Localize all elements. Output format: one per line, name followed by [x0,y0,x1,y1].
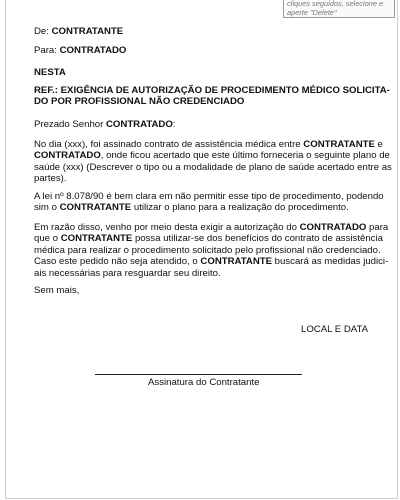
reference-line-1: REF.: EXIGÊNCIA DE AUTORIZAÇÃO DE PROCEDIMENTO MÉDICO SOLICITA- [34,85,390,96]
text-run: buscará as medidas judici- [272,256,389,268]
paragraph-1-line-2 [34,150,390,162]
paragraph-1-line-3: saúde (xxx) (Descrever o tipo ou a modalidade de plano de saúde acertado entre as [34,161,392,173]
paragraph-3-line-5: ais necessárias para resguardar seu direito. [34,267,221,279]
reference-block [34,85,390,108]
instruction-tooltip [283,0,395,18]
paragraph-3-line-1 [34,222,389,233]
paragraph-2 [34,191,384,214]
text-run: , onde ficou acertado que este último forneceria o seguinte plano de [100,150,390,162]
party-name: CONTRATADO [299,222,367,233]
sender-value: CONTRATANTE [51,26,124,37]
text-run: e [374,139,383,150]
reference-line-2: DO POR PROFISSIONAL NÃO CREDENCIADO [34,96,245,108]
text-run: Em razão disso, venho por meio desta exigir a autorização do [34,222,300,233]
paragraph-3-line-3: médica para realizar o procedimento solicitado pelo profissional não credenciado. [34,244,381,256]
paragraph-1-line-4: partes). [34,173,67,185]
party-name: CONTRATADO [34,150,101,162]
sender-label: De: [34,26,52,37]
recipient-value: CONTRATADO [59,45,127,56]
sender-line [34,26,123,37]
greeting-prefix: Prezado Senhor [34,119,106,130]
paragraph-3 [34,222,389,279]
nesta-line: NESTA [34,67,66,78]
text-run: sim o [34,202,60,214]
paragraph-1-line-1 [34,139,383,150]
recipient-line [34,45,126,56]
signature-label: Assinatura do Contratante [148,377,260,388]
paragraph-3-line-2 [34,233,383,245]
text-run: Caso este pedido não seja atendido, o [34,256,201,268]
text-run: para [366,222,389,233]
greeting-name: CONTRATADO [106,119,173,130]
party-name: CONTRATANTE [59,202,132,214]
text-run: utilizar o plano para a realização do procedimento. [131,202,349,214]
text-run: No dia (xxx), foi assinado contrato de assistência médica entre [34,139,304,150]
tooltip-line-2: aperte "Delete" [287,7,337,17]
paragraph-1 [34,139,392,185]
paragraph-3-line-4 [34,256,389,268]
local-and-date: LOCAL E DATA [301,324,368,335]
party-name: CONTRATANTE [60,233,133,245]
signature-line [95,374,302,375]
tooltip-line-1: cliques seguidos, selecione e [287,0,384,8]
text-run: possa utilizar-se dos benefícios do contrato de assistência [132,233,383,245]
greeting [34,119,175,130]
text-run: que o [34,233,61,245]
party-name: CONTRATANTE [303,139,375,150]
closing: Sem mais, [34,285,80,296]
recipient-label: Para: [34,45,60,56]
party-name: CONTRATANTE [200,256,273,268]
paragraph-2-line-2 [34,202,364,213]
greeting-suffix: : [172,119,176,130]
paragraph-2-line-1: A lei nº 8.078/90 é bem clara em não permitir esse tipo de procedimento, podendo [34,191,384,202]
